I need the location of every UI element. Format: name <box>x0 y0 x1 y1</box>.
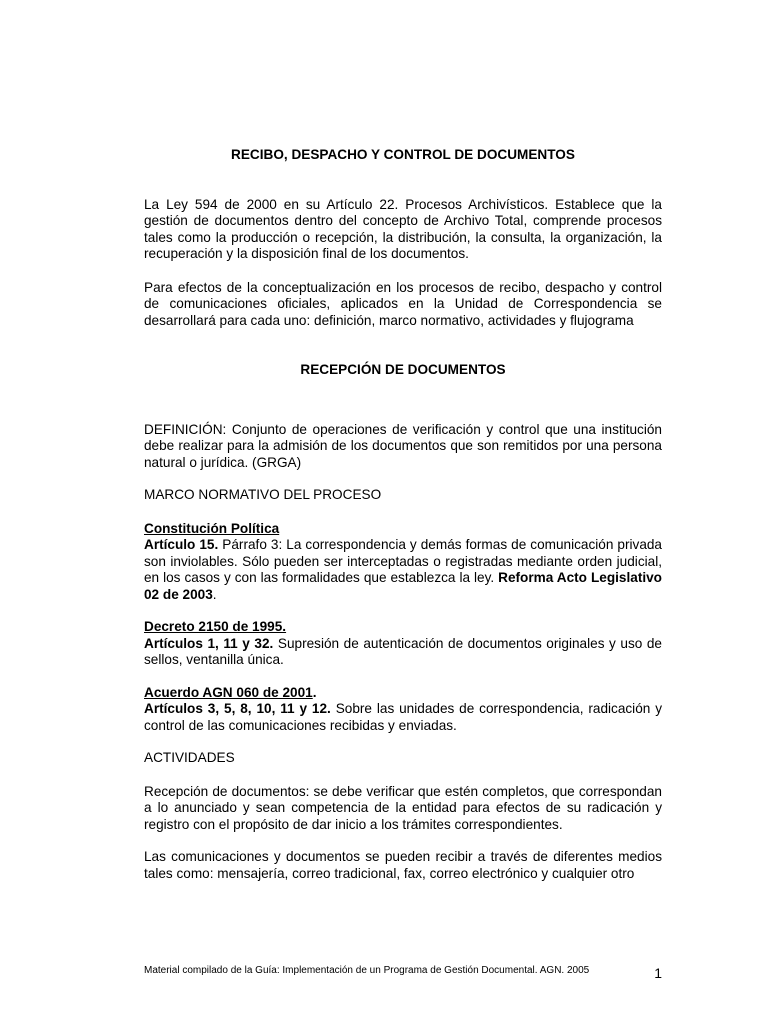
decree-block <box>144 619 662 669</box>
decree-article-label: Artículos 1, 11 y 32. <box>144 635 274 651</box>
section-title: RECEPCIÓN DE DOCUMENTOS <box>300 362 506 377</box>
agreement-heading-end: . <box>312 684 317 700</box>
footer-citation: Material compilado de la Guía: Implementación de un Programa de Gestión Documental. AGN. 2005 <box>144 965 590 976</box>
decree-text: Supresión de autenticación de documentos originales y uso de sellos, ventanilla única. <box>144 635 662 667</box>
agreement-article-label: Artículos 3, 5, 8, 10, 11 y 12. <box>144 701 331 716</box>
activities-heading: ACTIVIDADES <box>144 750 235 765</box>
constitution-article-label: Artículo 15. <box>144 537 219 552</box>
intro-paragraph: La Ley 594 de 2000 en su Artículo 22. Procesos Archivísticos. Establece que la gestión de documentos dentro del concepto de Archivo Total, comprende procesos tales como la producción o recepción, la distribución, la consulta, la organización, la recuperación y la disposición final de los documentos. <box>144 196 662 261</box>
constitution-heading: Constitución Política <box>144 520 280 536</box>
purpose-paragraph: Para efectos de la conceptualización en los procesos de recibo, despacho y control de comunicaciones oficiales, aplicados en la Unidad de Correspondencia se desarrollará para cada uno: definición, marco normativo, actividades y flujograma <box>144 279 662 328</box>
decree-heading: Decreto 2150 de 1995. <box>144 619 287 634</box>
activity-reception-paragraph: Recepción de documentos: se debe verificar que estén completos, que correspondan a lo anunciado y sean competencia de la entidad para efectos de su radicación y registro con el propósito de dar inicio a los trámites correspondientes. <box>144 783 662 832</box>
agreement-text: Sobre las unidades de correspondencia, radicación y control de las comunicaciones recibidas y enviadas. <box>144 701 662 733</box>
document-body <box>144 147 662 882</box>
constitution-text: Párrafo 3: La correspondencia y demás formas de comunicación privada son inviolables. Sólo pueden ser interceptadas o registradas mediante orden judicial, en los casos y con las formalidades que establezca la ley. <box>144 537 662 585</box>
agreement-block <box>144 685 662 735</box>
page-number: 1 <box>654 965 662 981</box>
framework-heading: MARCO NORMATIVO DEL PROCESO <box>144 487 382 502</box>
definition-paragraph: DEFINICIÓN: Conjunto de operaciones de verificación y control que una institución debe realizar para la admisión de los documentos que son remitidos por una persona natural o jurídica. (GRGA) <box>144 421 662 470</box>
constitution-reform: Reforma Acto Legislativo 02 de 2003 <box>144 570 662 602</box>
constitution-block <box>144 521 662 604</box>
constitution-end: . <box>212 586 217 602</box>
activity-channels-paragraph: Las comunicaciones y documentos se pueden recibir a través de diferentes medios tales como: mensajería, correo tradicional, fax, correo electrónico y cualquier otro <box>144 849 662 881</box>
document-title: RECIBO, DESPACHO Y CONTROL DE DOCUMENTOS <box>231 147 575 162</box>
agreement-heading: Acuerdo AGN 060 de 2001 <box>144 684 313 700</box>
